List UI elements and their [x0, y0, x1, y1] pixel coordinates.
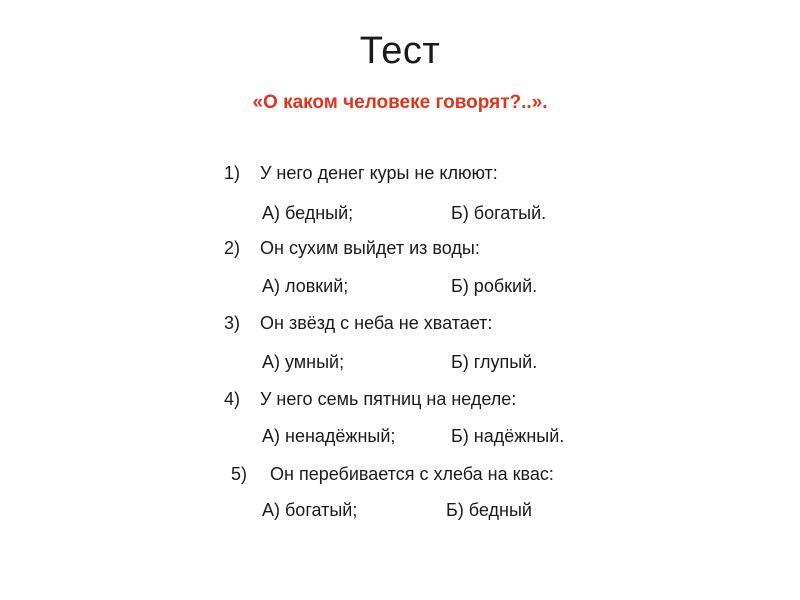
question-number: 2): [224, 238, 241, 258]
page-title: Тест: [359, 30, 441, 72]
question-number: 5): [231, 464, 248, 484]
question-4: [224, 389, 516, 410]
answer-option-b: Б) глупый.: [451, 352, 538, 372]
question-number: 4): [224, 389, 241, 409]
question-text: Он перебивается с хлеба на квас:: [270, 464, 554, 484]
question-number: 3): [224, 313, 241, 333]
question-5: [231, 464, 554, 485]
question-number: 1): [224, 163, 241, 183]
answer-option-a: А) умный;: [262, 352, 345, 372]
answer-option-b: Б) бедный: [446, 500, 532, 520]
answer-option-b: Б) надёжный.: [451, 426, 565, 446]
answer-option-a: А) богатый;: [262, 500, 358, 520]
page-subtitle: «О каком человеке говорят?..».: [252, 92, 548, 113]
question-3: [224, 313, 492, 334]
question-text: У него семь пятниц на неделе:: [260, 389, 517, 409]
question-2: [224, 238, 480, 259]
answer-option-a: А) бедный;: [262, 203, 354, 223]
question-1: [224, 163, 498, 184]
answer-option-b: Б) робкий.: [451, 276, 538, 296]
answer-option-b: Б) богатый.: [451, 203, 547, 223]
question-text: Он сухим выйдет из воды:: [260, 238, 480, 258]
question-text: У него денег куры не клюют:: [260, 163, 498, 183]
question-text: Он звёзд с неба не хватает:: [260, 313, 493, 333]
answer-option-a: А) ловкий;: [262, 276, 349, 296]
answer-option-a: А) ненадёжный;: [262, 426, 396, 446]
